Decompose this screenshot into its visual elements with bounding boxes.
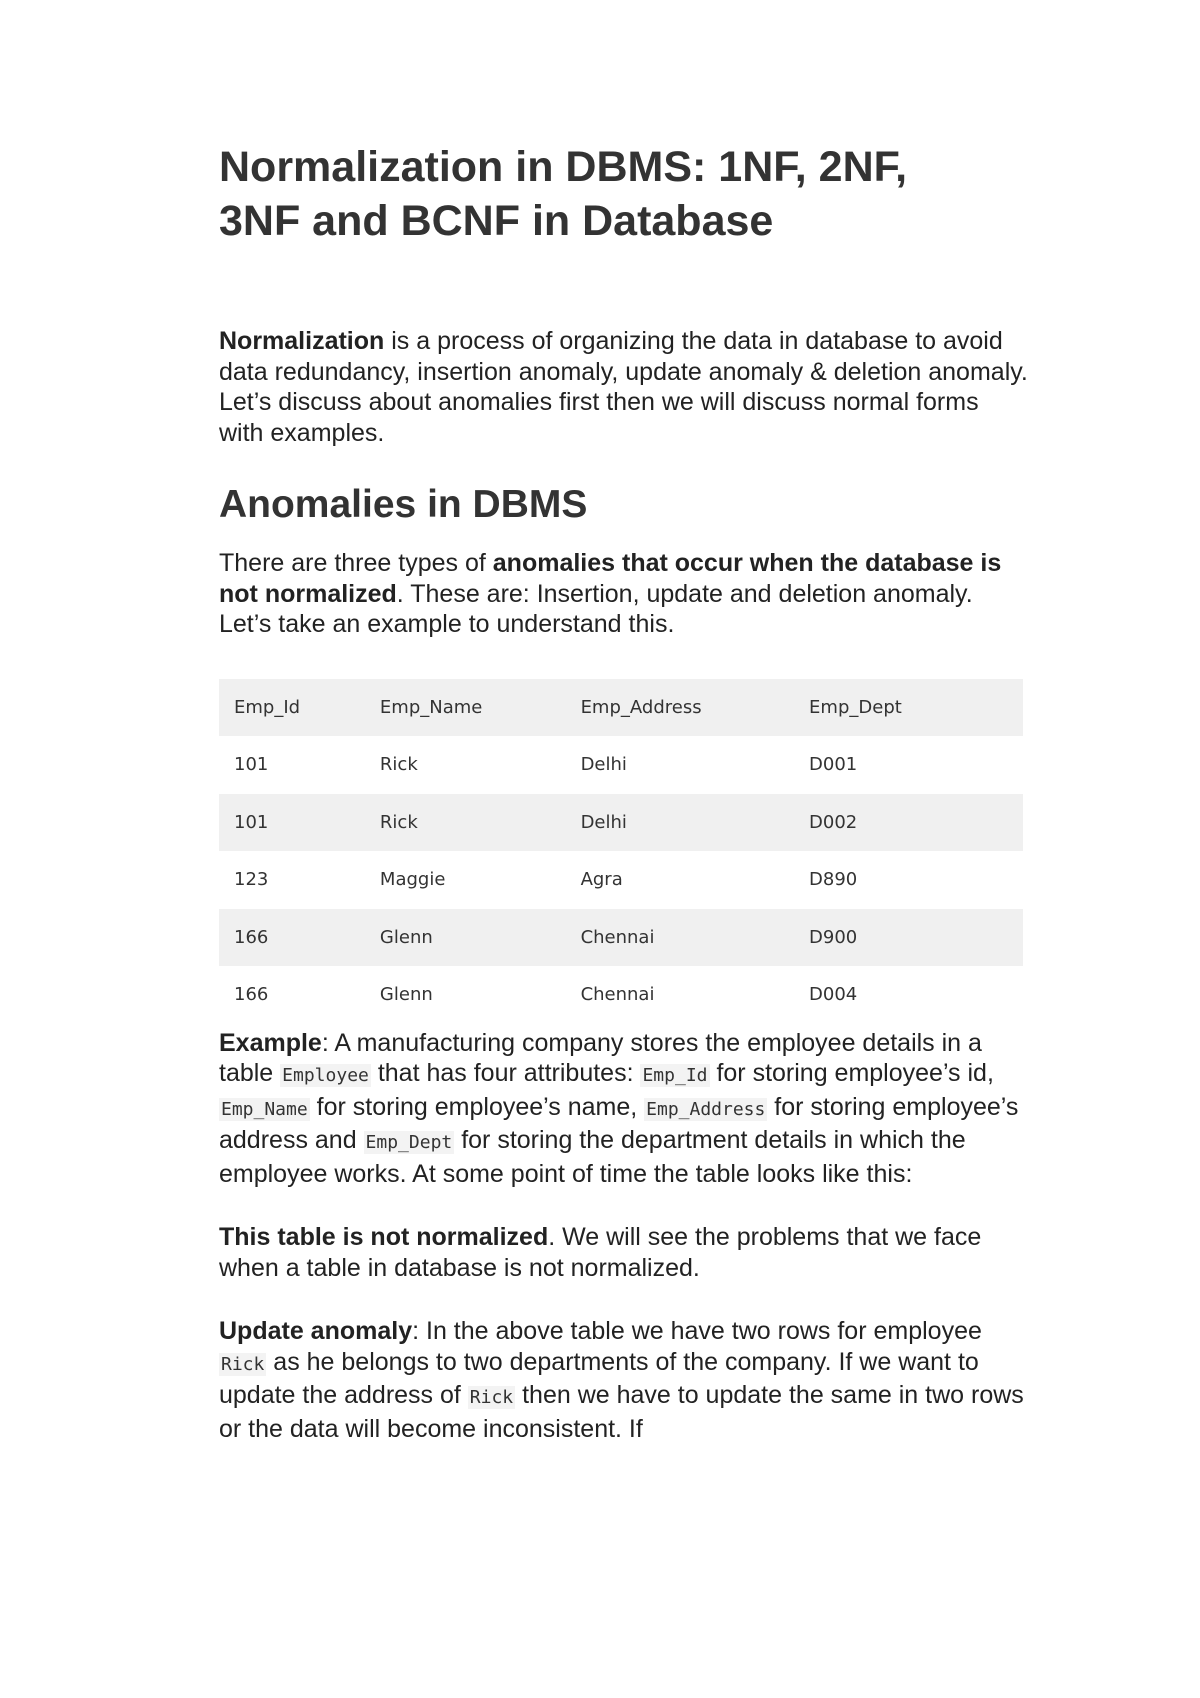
cell-emp-name: Maggie: [379, 869, 446, 891]
title-line-1: Normalization in DBMS: 1NF, 2NF,: [219, 143, 908, 191]
employee-table: [219, 679, 1023, 1024]
table-header-row: [219, 679, 1023, 737]
table-row: [219, 851, 1023, 909]
not-normalized-text: . We will see the problems that we face when a table in database is not normalized.: [219, 1223, 982, 1282]
document-page: [219, 140, 1029, 1444]
intro-text: is a process of organizing the data in database to avoid data redundancy, insertion anomaly, update anomaly & deletion anomaly. Let’s discuss about anomalies first then we will discuss normal forms with examples.: [219, 327, 1028, 447]
anomalies-intro-text-1: There are three types of: [219, 549, 493, 577]
update-anomaly-text-3: then we have to update the same in two rows or the data will become inconsistent. If: [219, 1381, 1024, 1443]
cell-emp-dept: D001: [809, 754, 858, 776]
cell-emp-id: 101: [219, 794, 365, 852]
page-title: [219, 140, 1029, 248]
cell-emp-dept: D890: [809, 869, 858, 891]
example-text-2: that has four attributes:: [370, 1059, 641, 1087]
intro-paragraph: [219, 326, 1029, 448]
cell-emp-name: Glenn: [365, 909, 566, 967]
table-row: [219, 736, 1023, 794]
anomalies-intro-paragraph: [219, 548, 1029, 640]
cell-emp-address: Delhi: [566, 794, 794, 852]
cell-emp-id: 166: [219, 909, 365, 967]
code-emp-dept: Emp_Dept: [365, 1132, 453, 1153]
update-anomaly-paragraph: [219, 1316, 1029, 1444]
code-emp-name: Emp_Name: [221, 1098, 308, 1120]
title-line-2: 3NF and BCNF in Database: [219, 197, 774, 245]
example-text-1: : A manufacturing company stores the employee details in a table: [219, 1028, 982, 1087]
cell-emp-id: 166: [234, 984, 269, 1006]
example-text-3: for storing employee’s id,: [709, 1059, 994, 1087]
cell-emp-id: 123: [234, 869, 269, 891]
anomalies-intro-text-2: . These are: Insertion, update and deletion anomaly. Let’s take an example to understand this.: [219, 579, 973, 638]
table-row: [219, 794, 1023, 852]
example-paragraph: [219, 1028, 1029, 1190]
update-anomaly-text-1: : In the above table we have two rows for employee: [412, 1317, 982, 1345]
example-text-5: for storing employee’s address and: [219, 1092, 1019, 1154]
cell-emp-dept: D900: [794, 909, 1023, 967]
update-anomaly-bold: Update anomaly: [219, 1317, 413, 1345]
anomalies-intro-bold: anomalies that occur when the database is not normalized: [219, 549, 1002, 608]
code-employee: Employee: [282, 1065, 369, 1086]
header-emp-address: Emp_Address: [566, 679, 794, 737]
table-row: [219, 909, 1023, 967]
anomalies-heading: Anomalies in DBMS: [219, 483, 588, 526]
example-bold: Example: [219, 1028, 322, 1057]
code-emp-id: Emp_Id: [642, 1065, 708, 1086]
table-row: [219, 966, 1023, 1024]
header-emp-name: Emp_Name: [365, 679, 566, 737]
code-rick-1: Rick: [221, 1353, 265, 1375]
cell-emp-id: 101: [234, 754, 269, 776]
not-normalized-paragraph: [219, 1222, 1029, 1283]
intro-bold: Normalization: [219, 327, 385, 355]
cell-emp-dept: D004: [809, 984, 858, 1006]
code-emp-address: Emp_Address: [646, 1098, 766, 1120]
example-text-6: for storing the department details in which the employee works. At some point of time the table looks like this:: [219, 1126, 966, 1188]
cell-emp-name: Rick: [379, 754, 418, 776]
not-normalized-bold: This table is not normalized: [219, 1223, 549, 1251]
update-anomaly-text-2: as he belongs to two departments of the company. If we want to update the address of: [219, 1347, 979, 1409]
example-text-4: for storing employee’s name,: [309, 1092, 645, 1121]
header-emp-id: Emp_Id: [219, 679, 365, 737]
cell-emp-address: Chennai: [580, 984, 655, 1006]
cell-emp-address: Delhi: [580, 754, 627, 776]
cell-emp-address: Agra: [580, 869, 623, 891]
cell-emp-address: Chennai: [566, 909, 794, 967]
cell-emp-dept: D002: [794, 794, 1023, 852]
cell-emp-name: Rick: [365, 794, 566, 852]
code-rick-2: Rick: [469, 1387, 514, 1408]
header-emp-dept: Emp_Dept: [794, 679, 1023, 737]
cell-emp-name: Glenn: [379, 984, 433, 1006]
